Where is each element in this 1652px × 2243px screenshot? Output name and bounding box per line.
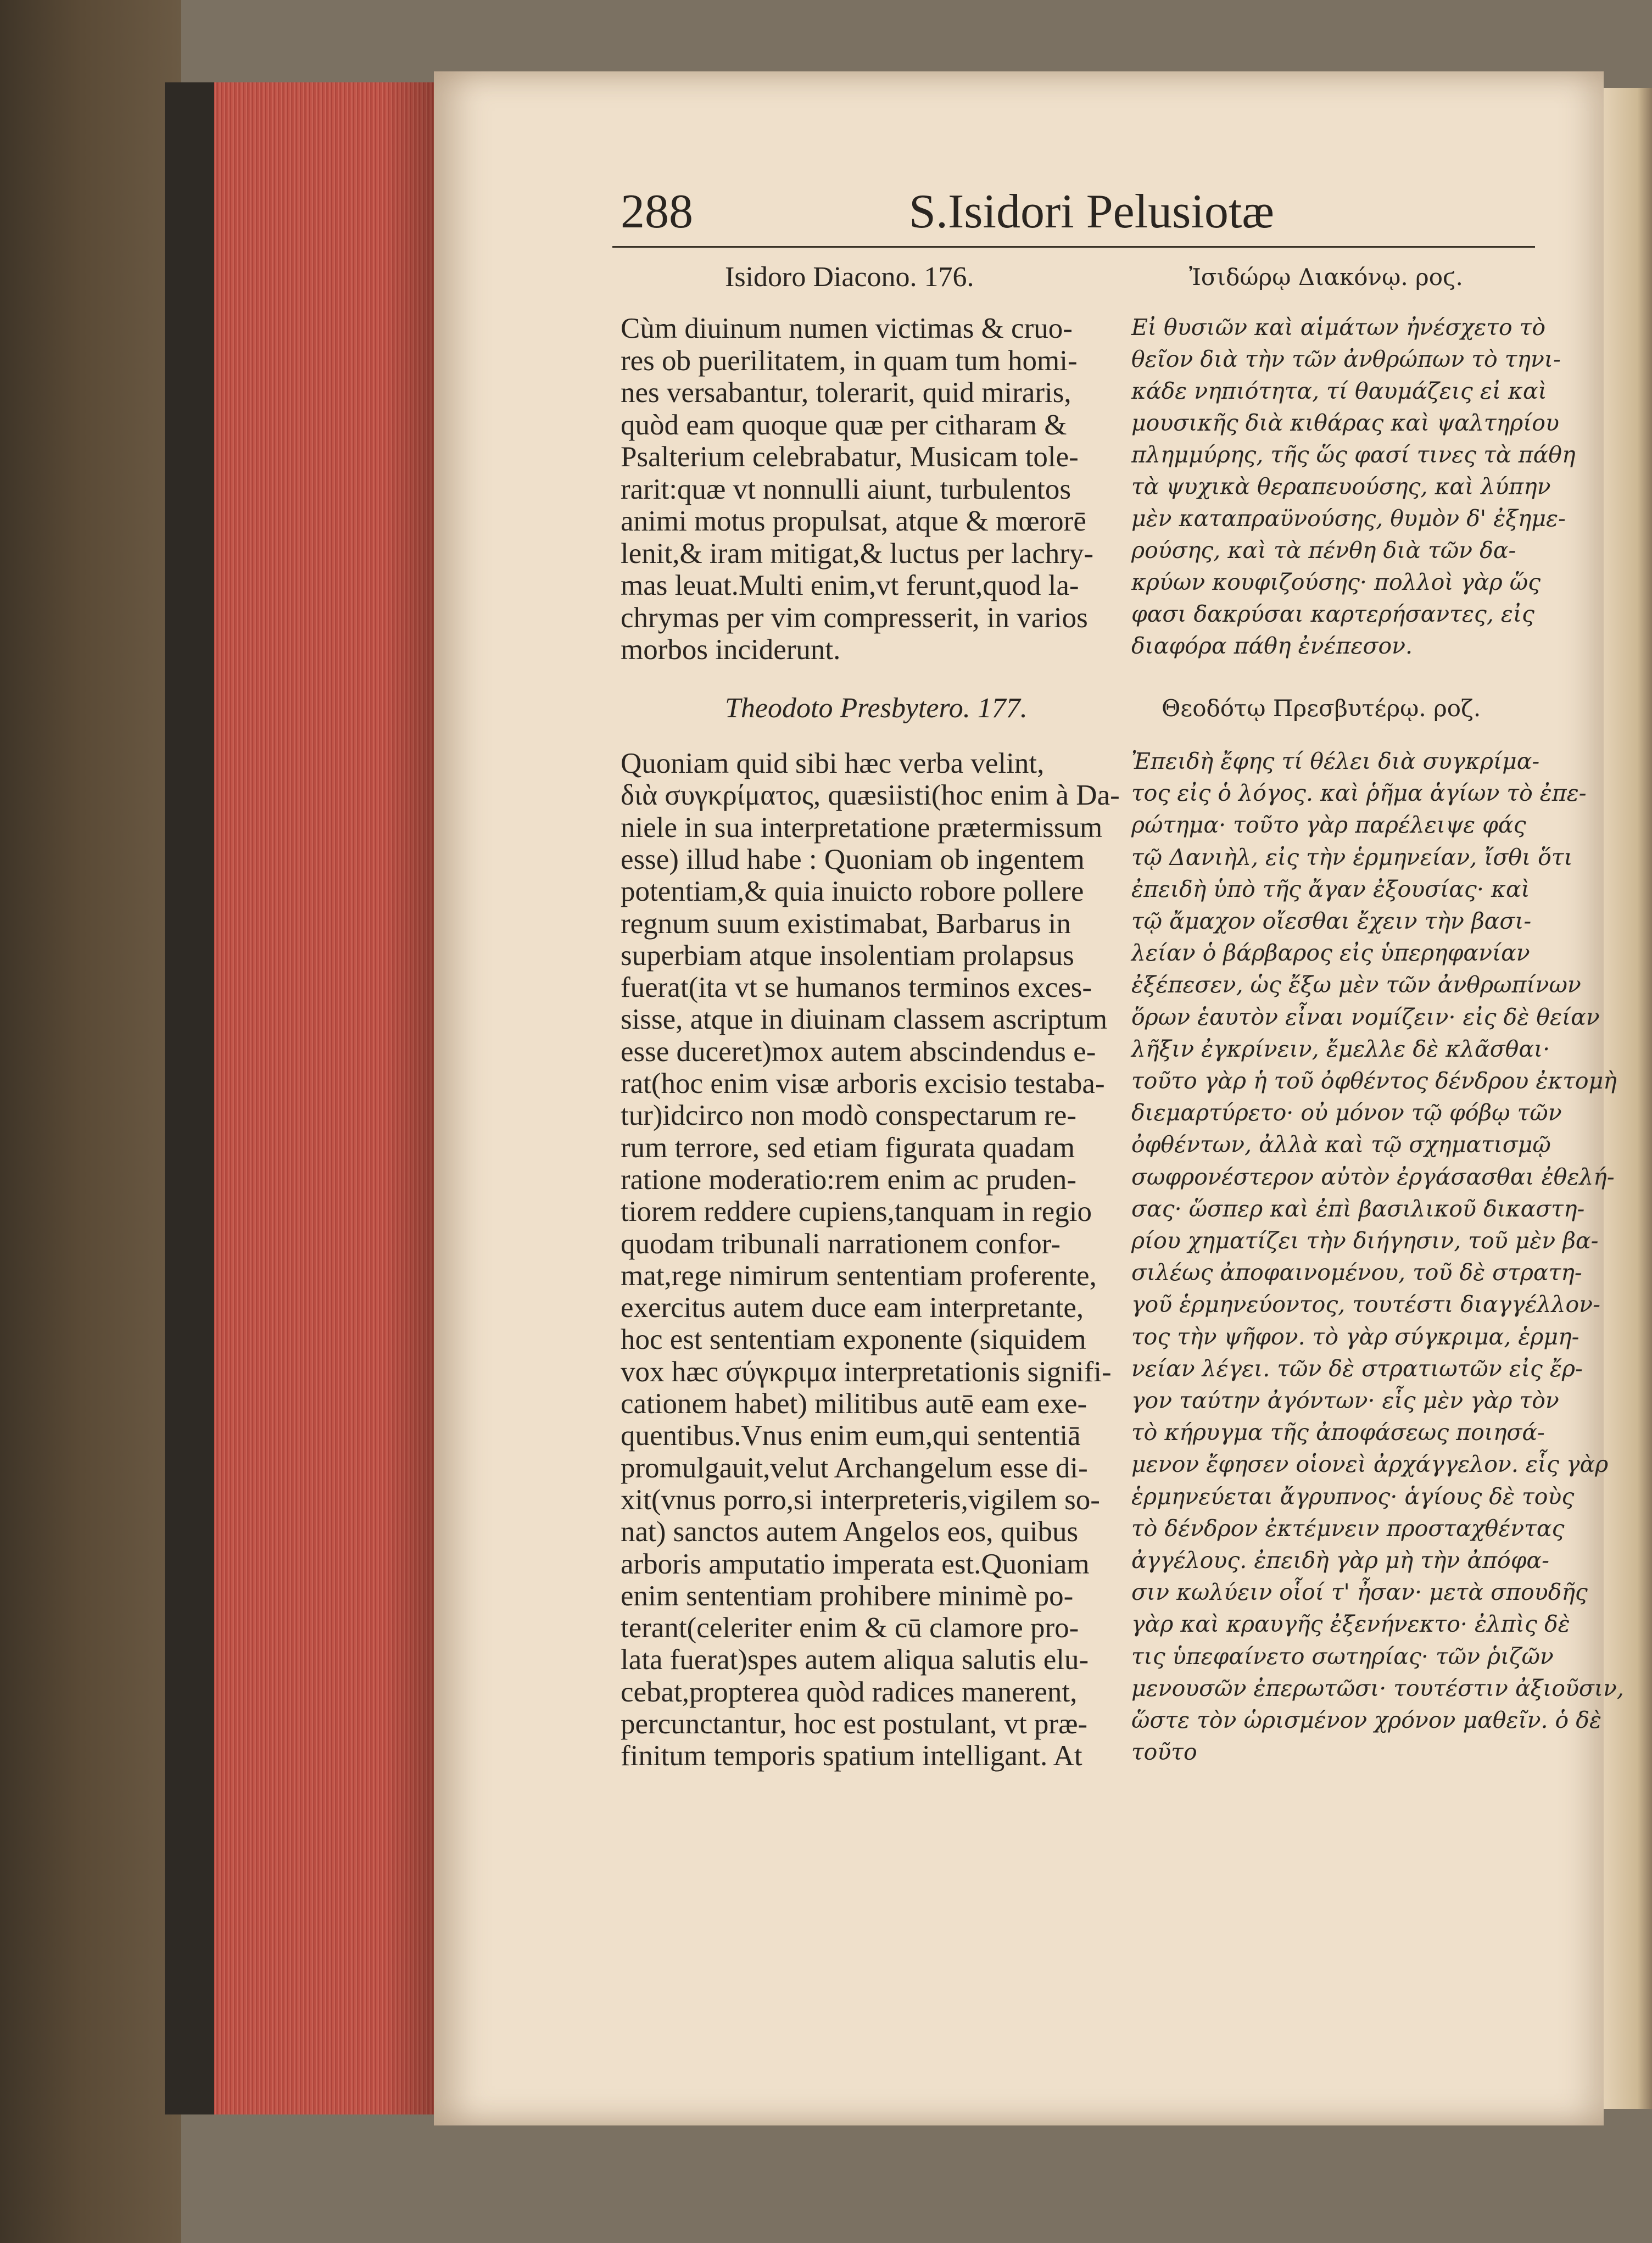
page-edge-shadow <box>384 82 434 2114</box>
text-line: terant(celeriter enim & cū clamore pro- <box>621 1612 1079 1644</box>
text-line: σιλέως ἀποφαινομένου, τοῦ δὲ στρατη- <box>1131 1259 1582 1286</box>
page-number: 288 <box>621 185 693 238</box>
text-line: ὅρων ἑαυτὸν εἶναι νομίζειν· εἰς δὲ θείαν <box>1131 1003 1600 1030</box>
text-line: cebat,propterea quòd radices manerent, <box>621 1676 1078 1708</box>
text-line: potentiam,& quia inuicto robore pollere <box>621 875 1084 908</box>
text-line: arboris amputatio imperata est.Quoniam <box>621 1548 1090 1580</box>
text-line: ἑρμηνεύεται ἄγρυπνος· ἁγίους δὲ τοὺς <box>1131 1483 1575 1510</box>
text-line: xit(vnus porro,si interpreteris,vigilem so- <box>621 1483 1100 1516</box>
book-cover-left <box>0 0 181 2243</box>
text-line: τος εἰς ὁ λόγος. καὶ ῥῆμα ἁγίων τὸ ἐπε- <box>1131 780 1587 807</box>
text-line: διεμαρτύρετο· οὐ μόνον τῷ φόβῳ τῶν <box>1131 1100 1562 1126</box>
text-line: Εἰ θυσιῶν καὶ αἱμάτων ἠνέσχετο τὸ <box>1131 314 1546 341</box>
text-line: finitum temporis spatium intelligant. At <box>621 1740 1082 1772</box>
text-line: rum terrore, sed etiam figurata quadam <box>621 1131 1075 1164</box>
text-line: lenit,& iram mitigat,& luctus per lachry- <box>621 537 1094 570</box>
text-line: τοῦτο <box>1131 1739 1197 1766</box>
text-line: nes versabantur, tolerarit, quid miraris, <box>621 377 1071 409</box>
text-line: sisse, atque in diuinam classem ascriptum <box>621 1003 1108 1036</box>
text-line: ρίου χηματίζει τὴν διήγησιν, τοῦ μὲν βα- <box>1131 1227 1599 1254</box>
text-line: res ob puerilitatem, in quam tum homi- <box>621 344 1078 377</box>
latin-heading-2: Theodoto Presbytero. 177. <box>725 693 1028 724</box>
greek-heading-2: Θεοδότῳ Πρεσβυτέρῳ. ροζ. <box>1162 695 1481 722</box>
text-line: cationem habet) militibus autē eam exe- <box>621 1388 1087 1420</box>
text-line: φασι δακρύσαι καρτερήσαντες, εἰς <box>1131 601 1534 627</box>
text-line: nat) sanctos autem Angelos eos, quibus <box>621 1516 1079 1548</box>
text-line: τοῦτο γὰρ ἡ τοῦ ὀφθέντος δένδρου ἐκτομὴ <box>1131 1068 1617 1094</box>
text-line: percunctantur, hoc est postulant, vt præ- <box>621 1708 1088 1740</box>
text-line: σωφρονέστερον αὐτὸν ἐργάσασθαι ἐθελή- <box>1131 1163 1615 1190</box>
text-line: Quoniam quid sibi hæc verba velint, <box>621 747 1045 779</box>
text-line: ρώτημα· τοῦτο γὰρ παρέλειψε φάς <box>1131 812 1526 839</box>
text-line: Cùm diuinum numen victimas & cruo- <box>621 313 1073 344</box>
text-line: κρύων κουφιζούσης· πολλοὶ γὰρ ὥς <box>1131 569 1541 595</box>
text-line: hoc est sententiam exponente (siquidem <box>621 1324 1086 1356</box>
text-line: τὸ δένδρον ἐκτέμνειν προσταχθέντας <box>1131 1515 1565 1542</box>
text-line: quòd eam quoque quæ per citharam & <box>621 409 1067 441</box>
text-line: lata fuerat)spes autem aliqua salutis elu- <box>621 1644 1089 1676</box>
text-line: Ἐπειδὴ ἔφης τί θέλει διὰ συγκρίμα- <box>1131 748 1540 774</box>
text-line: διὰ συγκρίματος, quæsiisti(hoc enim à Da- <box>621 779 1120 812</box>
cover-board <box>165 82 214 2114</box>
text-line: σιν κωλύειν οἷοί τ' ἦσαν· μετὰ σπουδῆς <box>1131 1579 1588 1606</box>
text-line: rat(hoc enim visæ arboris excisio testaba- <box>621 1068 1105 1100</box>
text-line: τις ὑπεφαίνετο σωτηρίας· τῶν ῥιζῶν <box>1131 1643 1554 1670</box>
text-line: animi motus propulsat, atque & mœrorē <box>621 505 1086 537</box>
text-line: μουσικῆς διὰ κιθάρας καὶ ψαλτηρίου <box>1131 410 1559 436</box>
text-line: chrymas per vim compresserit, in varios <box>621 601 1088 634</box>
text-line: τῷ Δανιὴλ, εἰς τὴν ἑρμηνείαν, ἴσθι ὅτι <box>1131 844 1573 871</box>
text-line: λῆξιν ἐγκρίνειν, ἔμελλε δὲ κλᾶσθαι· <box>1131 1035 1550 1062</box>
text-line: niele in sua interpretatione prætermissum <box>621 811 1103 844</box>
text-line: τος τὴν ψῆφον. τὸ γὰρ σύγκριμα, ἑρμη- <box>1131 1323 1580 1350</box>
text-line: fuerat(ita vt se humanos terminos exces- <box>621 972 1092 1004</box>
text-line: vox hæc σύγκριμα interpretationis signifi- <box>621 1355 1112 1388</box>
text-line: esse duceret)mox autem abscindendus e- <box>621 1035 1096 1068</box>
text-line: θεῖον διὰ τὴν τῶν ἀνθρώπων τὸ τηνι- <box>1131 346 1561 372</box>
text-line: ratione moderatio:rem enim ac pruden- <box>621 1163 1076 1196</box>
text-line: ἐξέπεσεν, ὡς ἔξω μὲν τῶν ἀνθρωπίνων <box>1131 972 1581 998</box>
text-line: enim sententiam prohibere minimè po- <box>621 1580 1074 1612</box>
text-line: ὀφθέντων, ἀλλὰ καὶ τῷ σχηματισμῷ <box>1131 1131 1551 1158</box>
facing-page-edge <box>1604 88 1652 2109</box>
text-line: tur)idcirco non modò conspectarum re- <box>621 1100 1077 1132</box>
text-line: mat,rege nimirum sententiam proferente, <box>621 1259 1097 1292</box>
running-head: S.Isidori Pelusiotæ <box>909 185 1274 238</box>
text-line: ὥστε τὸν ὡρισμένον χρόνον μαθεῖν. ὁ δὲ <box>1131 1707 1601 1733</box>
text-line: διαφόρα πάθη ἐνέπεσον. <box>1131 633 1413 659</box>
text-line: ρούσης, καὶ τὰ πένθη διὰ τῶν δα- <box>1131 537 1516 563</box>
text-line: τὸ κήρυγμα τῆς ἀποφάσεως ποιησά- <box>1131 1419 1545 1446</box>
text-line: superbiam atque insolentiam prolapsus <box>621 939 1074 972</box>
text-line: τὰ ψυχικὰ θεραπευούσης, καὶ λύπην <box>1131 473 1551 500</box>
text-line: morbos inciderunt. <box>621 634 841 666</box>
text-line: τῷ ἄμαχον οἴεσθαι ἔχειν τὴν βασι- <box>1131 908 1532 934</box>
text-line: quodam tribunali narrationem confor- <box>621 1227 1061 1260</box>
text-line: κάδε νηπιότητα, τί θαυμάζεις εἰ καὶ <box>1131 378 1547 404</box>
text-line: μενον ἔφησεν οἱονεὶ ἀρχάγγελον. εἷς γὰρ <box>1131 1451 1609 1478</box>
text-line: tiorem reddere cupiens,tanquam in regio <box>621 1196 1092 1228</box>
text-line: mas leuat.Multi enim,vt ferunt,quod la- <box>621 570 1079 601</box>
text-line: γοῦ ἑρμηνεύοντος, τουτέστι διαγγέλλον- <box>1131 1291 1600 1318</box>
latin-heading-1: Isidoro Diacono. 176. <box>725 261 974 293</box>
text-line: exercitus autem duce eam interpretante, <box>621 1292 1084 1324</box>
text-line: μενουσῶν ἐπερωτῶσι· τουτέστιν ἀξιοῦσιν, <box>1131 1675 1624 1701</box>
text-line: λείαν ὁ βάρβαρος εἰς ὑπερηφανίαν <box>1131 940 1530 967</box>
text-line: γὰρ καὶ κραυγῆς ἐξενήνεκτο· ἐλπὶς δὲ <box>1131 1611 1570 1638</box>
text-line: πλημμύρης, τῆς ὥς φασί τινες τὰ πάθη <box>1131 442 1576 468</box>
text-line: γον ταύτην ἀγόντων· εἷς μὲν γὰρ τὸν <box>1131 1387 1559 1414</box>
header-rule <box>612 246 1535 248</box>
text-line: regnum suum existimabat, Barbarus in <box>621 907 1071 940</box>
text-line: rarit:quæ vt nonnulli aiunt, turbulentos <box>621 473 1071 505</box>
text-line: μὲν καταπραϋνούσης, θυμὸν δ' ἐξημε- <box>1131 505 1566 532</box>
text-line: promulgauit,velut Archangelum esse di- <box>621 1452 1088 1484</box>
greek-heading-1: Ἰσιδώρῳ Διακόνῳ. ροϛ. <box>1189 264 1463 291</box>
text-line: Psalterium celebrabatur, Musicam tole- <box>621 441 1079 473</box>
text-line: νείαν λέγει. τῶν δὲ στρατιωτῶν εἰς ἔρ- <box>1131 1355 1583 1382</box>
text-line: σας· ὥσπερ καὶ ἐπὶ βασιλικοῦ δικαστη- <box>1131 1195 1585 1222</box>
text-line: ἐπειδὴ ὑπὸ τῆς ἄγαν ἐξουσίας· καὶ <box>1131 875 1530 902</box>
text-line: quentibus.Vnus enim eum,qui sententiā <box>621 1420 1081 1452</box>
text-line: ἀγγέλους. ἐπειδὴ γὰρ μὴ τὴν ἀπόφα- <box>1131 1547 1549 1574</box>
text-line: esse) illud habe : Quoniam ob ingentem <box>621 843 1085 875</box>
